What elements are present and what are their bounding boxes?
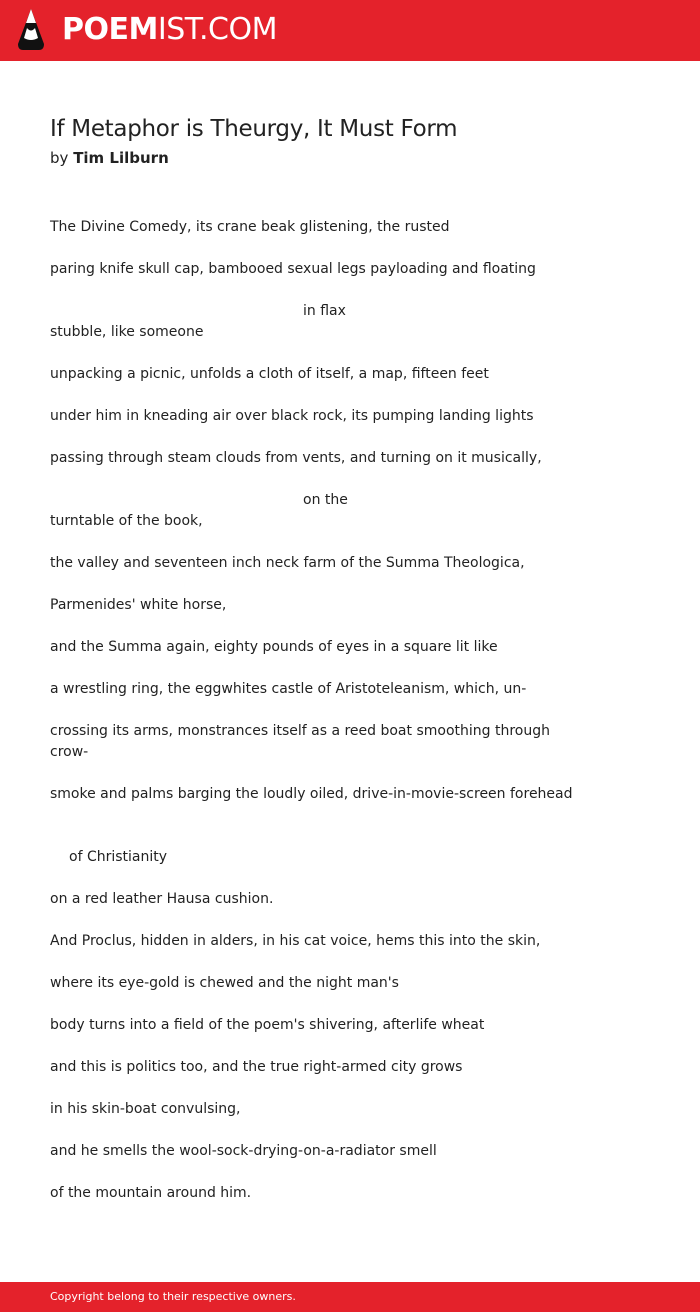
- poem-title: If Metaphor is Theurgy, It Must Form: [50, 116, 458, 142]
- poem-body: [50, 217, 650, 1225]
- poem-line: and the Summa again, eighty pounds of eyes in a square lit like: [50, 639, 498, 655]
- poem-line: unpacking a picnic, unfolds a cloth of itself, a map, fifteen feet: [50, 366, 489, 382]
- copyright-text: Copyright belong to their respective owners.: [50, 1290, 296, 1303]
- poem-line: And Proclus, hidden in alders, in his cat voice, hems this into the skin,: [50, 933, 541, 949]
- byline: [50, 149, 169, 167]
- poem-line: paring knife skull cap, bambooed sexual legs payloading and floating: [50, 261, 536, 277]
- poem-line: body turns into a field of the poem's shivering, afterlife wheat: [50, 1017, 485, 1033]
- poem-line: and he smells the wool-sock-drying-on-a-radiator smell: [50, 1143, 437, 1159]
- poem-line: of the mountain around him.: [50, 1185, 252, 1201]
- pencil-tip-icon[interactable]: [16, 8, 46, 52]
- author-name[interactable]: Tim Lilburn: [73, 149, 169, 167]
- poem-line: where its eye-gold is chewed and the night man's: [50, 975, 399, 991]
- poem-line: of Christianity: [69, 849, 168, 865]
- poem-line: in his skin-boat convulsing,: [50, 1101, 241, 1117]
- poem-line-continuation: in flax: [303, 303, 346, 319]
- site-header: [0, 0, 700, 61]
- poem-line: Parmenides' white horse,: [50, 597, 227, 613]
- poem-line-continuation: on the: [303, 492, 348, 508]
- by-label: by: [50, 149, 69, 167]
- poem-line: under him in kneading air over black rock, its pumping landing lights: [50, 408, 534, 424]
- poem-line-wrap: stubble, like someone: [50, 324, 204, 340]
- poem-line: [50, 721, 650, 763]
- poem-line: a wrestling ring, the eggwhites castle of Aristoteleanism, which, un-: [50, 681, 527, 697]
- poem-line-main: crossing its arms, monstrances itself as a reed boat smoothing through: [50, 723, 550, 739]
- poem-line: [50, 490, 650, 532]
- poem-line: passing through steam clouds from vents, and turning on it musically,: [50, 450, 542, 466]
- site-logo-text[interactable]: [62, 12, 277, 48]
- poem-line: on a red leather Hausa cushion.: [50, 891, 274, 907]
- poem-line: the valley and seventeen inch neck farm of the Summa Theologica,: [50, 555, 525, 571]
- poem-line: The Divine Comedy, its crane beak glistening, the rusted: [50, 219, 450, 235]
- poem-line: and this is politics too, and the true right-armed city grows: [50, 1059, 463, 1075]
- poem-line-wrap: turntable of the book,: [50, 513, 203, 529]
- site-footer: [0, 1282, 700, 1312]
- poem-line: smoke and palms barging the loudly oiled, drive-in-movie-screen forehead: [50, 786, 573, 802]
- poem-line: [50, 301, 650, 343]
- brand-bold: POEM: [62, 12, 158, 47]
- brand-rest: IST.COM: [157, 12, 277, 47]
- poem-line-wrap: crow-: [50, 744, 89, 760]
